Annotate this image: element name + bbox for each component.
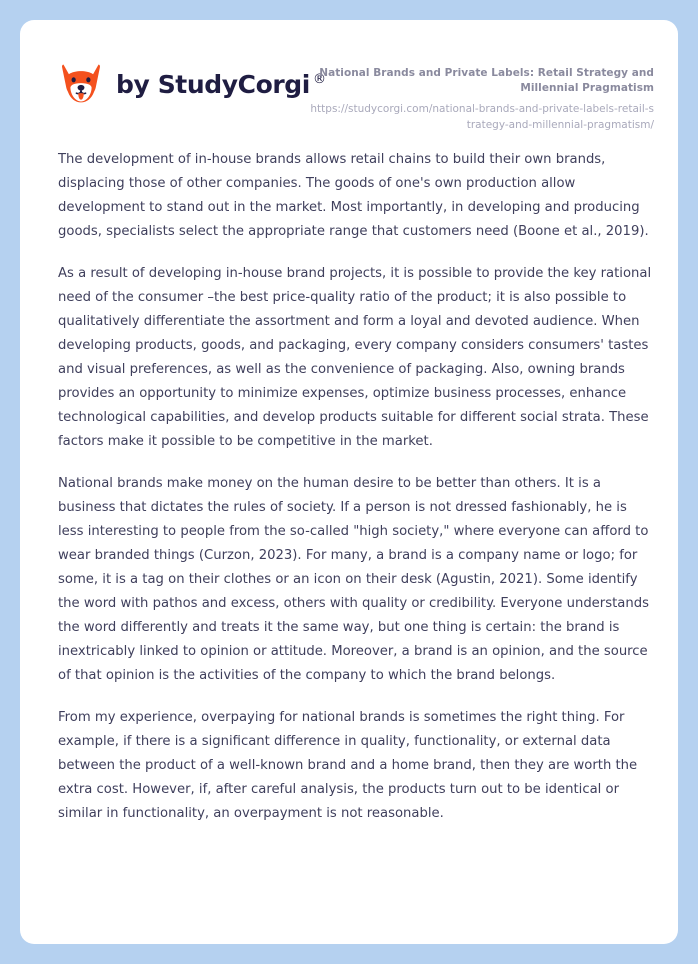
brand-wordmark <box>116 69 326 99</box>
body-paragraph: The development of in-house brands allows retail chains to build their own brands, displacing those of other companies. The goods of one's own production allow development to stand out in the market. Most importantly, in developing and producing goods, specialists select the appropriate range that customers need (Boone et al., 2019). <box>58 152 649 239</box>
document-meta <box>310 66 654 133</box>
body-paragraph: As a result of developing in-house brand projects, it is possible to provide the key rational need of the consumer –the best price-quality ratio of the product; it is also possible to qualitatively differentiate the assortment and form a loyal and devoted audience. When developing products, goods, and packaging, every company considers consumers' tastes and visual preferences, as well as the convenience of packaging. Also, owning brands provides an opportunity to minimize expenses, optimize business processes, enhance technological capabilities, and develop products suitable for different social strata. These factors make it possible to be competitive in the market. <box>58 266 652 449</box>
document-header <box>20 20 678 148</box>
document-source-url[interactable]: https://studycorgi.com/national-brands-and-private-labels-retail-strategy-and-millennial-pragmatism/ <box>310 103 654 131</box>
document-title: National Brands and Private Labels: Retail Strategy and Millennial Pragmatism <box>319 67 654 95</box>
registered-trademark-icon: ® <box>312 71 326 87</box>
document-body <box>20 148 678 826</box>
document-card <box>20 20 678 944</box>
brand-wordmark-text: by StudyCorgi <box>116 69 310 99</box>
corgi-face-logo-icon <box>58 61 104 107</box>
brand-logo-block[interactable] <box>58 61 326 107</box>
body-paragraph: From my experience, overpaying for national brands is sometimes the right thing. For example, if there is a significant difference in quality, functionality, or external data between the product of a well-known brand and a home brand, then they are worth the extra cost. However, if, after careful analysis, the products turn out to be identical or similar in functionality, an overpayment is not reasonable. <box>58 710 638 821</box>
body-paragraph: National brands make money on the human desire to be better than others. It is a business that dictates the rules of society. If a person is not dressed fashionably, he is less interesting to people from the so-called "high society," where everyone can afford to wear branded things (Curzon, 2023). For many, a brand is a company name or logo; for some, it is a tag on their clothes or an icon on their desk (Agustin, 2021). Some identify the word with pathos and excess, others with quality or credibility. Everyone understands the word differently and treats it the same way, but one thing is certain: the brand is inextricably linked to opinion or attitude. Moreover, a brand is an opinion, and the source of that opinion is the activities of the company to which the brand belongs. <box>58 476 649 683</box>
